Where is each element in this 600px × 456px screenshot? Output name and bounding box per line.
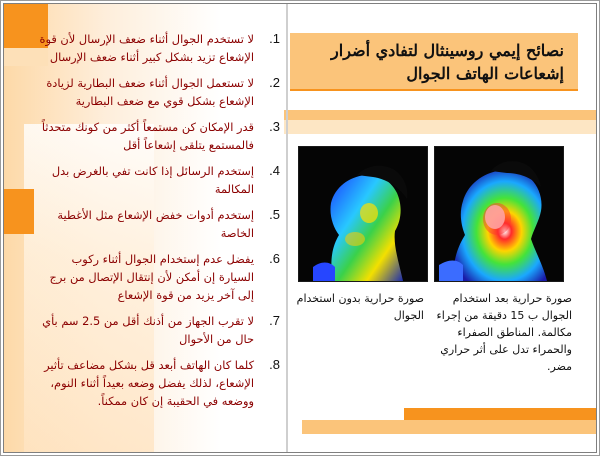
tip-text: يفضل عدم إستخدام الجوال أثناء ركوب السيارة إن أمكن لأن إنتقال الإتصال من برج إلى آخر يزيد من قوة الإشعاع — [49, 252, 254, 302]
tip-item — [36, 74, 280, 110]
tip-number: 3. — [269, 119, 280, 134]
tips-list — [36, 30, 280, 418]
tip-text: قدر الإمكان كن مستمعاً أكثر من كونك متحدثاً فالمستمع يتلقى إشعاعاً أقل — [41, 120, 254, 152]
tip-text: إستخدم الرسائل إذا كانت تفي بالغرض بدل المكالمة — [51, 164, 254, 196]
tip-number: 1. — [269, 31, 280, 46]
tip-item — [36, 206, 280, 242]
decor-bottom-block — [404, 408, 597, 420]
decor-orange-strip — [284, 110, 597, 120]
tip-number: 2. — [269, 75, 280, 90]
tip-text: إستخدم أدوات خفض الإشعاع مثل الأغطية الخاصة — [57, 208, 254, 240]
tip-item — [36, 30, 280, 66]
tip-item — [36, 312, 280, 348]
tip-number: 4. — [269, 163, 280, 178]
divider-line — [286, 4, 288, 452]
tip-item — [36, 356, 280, 410]
thermal-image-no-phone — [298, 146, 428, 282]
tip-text: لا تستعمل الجوال أثناء ضعف البطارية لزيادة الإشعاع بشكل قوي مع ضعف البطارية — [46, 76, 254, 108]
tip-item — [36, 162, 280, 198]
tip-text: لا تستخدم الجوال أثناء ضعف الإرسال لأن قوة الإشعاع تزيد بشكل كبير أثناء ضعف الإرسال — [39, 32, 254, 64]
tip-text: كلما كان الهاتف أبعد قل بشكل مضاعف تأثير الإشعاع، لذلك يفضل وضعه بعيداً أثناء النوم، ووضعه في الحقيبة إن كان ممكناً. — [44, 358, 254, 408]
thermal-image-after-call — [434, 146, 564, 282]
slide-title — [290, 33, 578, 91]
tip-number: 6. — [269, 251, 280, 266]
tip-item — [36, 118, 280, 154]
tip-text: لا تقرب الجهاز من أذنك أقل من 2.5 سم بأي حال من الأحوال — [42, 314, 254, 346]
tip-number: 8. — [269, 357, 280, 372]
tip-number: 7. — [269, 313, 280, 328]
tip-item — [36, 250, 280, 304]
title-line-1: نصائح إيمي روسينثال لتفادي أضرار — [331, 41, 564, 60]
decor-orange-strip-light — [284, 120, 597, 134]
tip-number: 5. — [269, 207, 280, 222]
title-line-2: إشعاعات الهاتف الجوال — [406, 64, 564, 83]
decor-bottom-strip — [302, 420, 597, 434]
decor-orange-block — [4, 189, 34, 234]
caption-after-call: صورة حرارية بعد استخدام الجوال ب 15 دقيقة من إجراء مكالمة. المناطق الصفراء والحمراء تدل على أثر حراري مضر. — [436, 292, 572, 373]
caption-no-phone: صورة حرارية بدون استخدام الجوال — [296, 292, 424, 322]
